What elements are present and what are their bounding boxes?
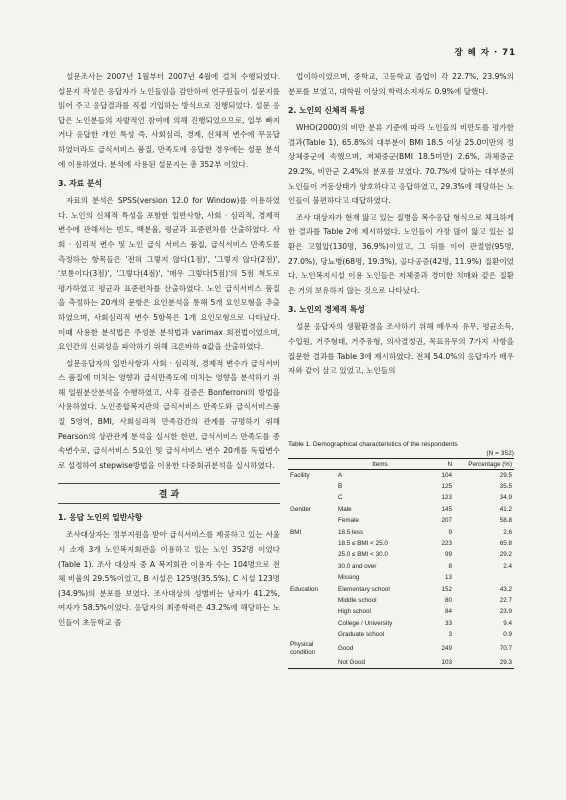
cell-n: 123 [441,494,452,502]
cell-percentage: 2.6 [503,528,512,536]
header-category [288,459,336,470]
cell-percentage: 35.5 [499,483,512,491]
cell-category [288,657,336,669]
table-row [288,641,514,657]
paragraph: 설문 응답자의 생활환경을 조사하기 위해 배우자 유무, 평균소득, 수입원, 거주형태, 거주유형, 의사결정권, 목표유무의 7가지 사항을 질문한 결과를 Table 3에 제시하였다. 전체 54.0%의 응답자가 배우자와 같이 살고 있었고, 노인들의 [288,322,514,376]
cell-percentage [454,573,514,584]
cell-item: A [338,471,343,479]
table-caption-title: Table 1. Demographical characteristics of the respondents [288,441,458,448]
table-row [288,584,514,595]
cell-category [288,595,336,606]
table-row [288,538,514,549]
table-row [288,595,514,606]
right-column [288,70,514,381]
cell-item: Graduate school [338,631,385,639]
cell-item: 18.5 less [338,528,364,536]
cell-percentage: 65.8 [499,540,512,548]
section-heading: 3. 노인의 경제적 특성 [288,305,365,315]
cell-n: 207 [441,517,452,525]
cell-n: 8 [448,562,452,570]
cell-percentage: 29.2 [499,551,512,559]
cell-category: Facility [290,471,310,479]
cell-category [288,481,336,492]
cell-percentage: 34.9 [499,494,512,502]
cell-item: Missing [338,574,360,582]
table-1 [288,440,514,669]
cell-category [288,607,336,618]
table-caption [288,440,514,458]
cell-category [288,573,336,584]
table-row [288,470,514,482]
running-head: 장 혜 자 · 71 [454,48,516,58]
cell-n: 80 [444,596,452,604]
cell-item: 30.0 and over [338,562,377,570]
results-section-title: 결 과 [58,483,280,504]
cell-category [288,550,336,561]
table-row [288,493,514,504]
left-column [58,70,280,633]
section-heading: 1. 응답 노인의 일반사항 [58,513,143,523]
cell-n: 249 [441,644,452,652]
header-percentage: Percentage (%) [468,460,512,468]
table-row [288,573,514,584]
cell-percentage: 2.4 [503,562,512,570]
cell-category: Education [290,585,319,593]
paragraph: 조사 대상자가 현재 앓고 있는 질병을 복수응답 형식으로 체크하게 한 결과를 Table 2에 제시하였다. 노인들이 가장 많이 앓고 있는 질환은 고혈압(130명, 36.9%)이었고, 그 뒤를 이어 관절염(95명, 27.0%), 당뇨병(68명, 19.3%), 골다공증(42명, 11.9%) 질환이었다. 노인복지시설 이용 노인들은 저체중과 경미한 치매와 같은 질환은 거의 보유하지 않는 것으로 나타났다. [288,212,514,295]
section-heading: 3. 자료 분석 [58,179,102,189]
cell-category [288,618,336,629]
cell-n: 3 [448,631,452,639]
cell-percentage: 23.9 [499,608,512,616]
cell-category [288,629,336,640]
cell-item: College / University [338,619,393,627]
cell-n: 84 [444,608,452,616]
table-sample-size: (N = 352) [486,450,514,457]
cell-percentage: 41.2 [499,505,512,513]
cell-item: Female [338,517,359,525]
cell-item: 18.5 ≤ BMI < 25.0 [338,540,388,548]
paragraph: 설문조사는 2007년 1월부터 2007년 4월에 걸쳐 수행되었다. 설문지 작성은 응답자가 노인들임을 감안하여 연구원들이 설문지를 읽어 주고 응답결과를 직접 기입하는 방식으로 진행되었다. 설문 응답은 노인분들의 자발적인 참여에 의해 진행되었으므로, 일부 빠지거나 응답한 개인 특성 즉, 사회심리, 경제, 신체적 변수에 무응답 하였더라도 급식서비스 품질, 만족도에 응답한 경우에는 설문 분석에 이용하였다. 분석에 사용된 설문지는 총 352부 이었다. [58,72,280,169]
cell-n: 99 [444,551,452,559]
header-items: Items [372,460,388,468]
cell-category [288,493,336,504]
cell-category: Gender [290,505,312,513]
cell-n: 9 [448,528,452,536]
cell-n: 33 [444,619,452,627]
cell-item: Good [338,644,354,652]
header-n: N [447,460,452,468]
cell-category [288,561,336,572]
cell-n: 145 [441,505,452,513]
cell-category: Physical condition [290,640,316,656]
cell-percentage: 22.7 [499,596,512,604]
cell-percentage: 9.4 [503,619,512,627]
cell-item: B [338,483,343,491]
table-row [288,481,514,492]
table-row [288,629,514,640]
cell-item: 25.0 ≤ BMI < 30.0 [338,551,388,559]
cell-n: 103 [424,657,454,669]
paragraph: WHO(2000)의 비만 분류 기준에 따라 노인들의 비만도를 평가한 결과(Table 1), 65.8%의 대부분이 BMI 18.5 이상 25.0미만의 정상체중군에 속했으며, 저체중군(BMI 18.5미만) 2.6%, 과체중군 29.2%, 비만군 2.4%의 분포를 보였다. 70.7%에 달하는 대부분의 노인들이 거동상태가 양호하다고 응답하였고, 29.3%에 해당하는 노인들이 불편하다고 대답하였다. [288,123,514,206]
table-row [288,618,514,629]
cell-n: 104 [441,471,452,479]
cell-n: 223 [441,540,452,548]
cell-percentage: 43.2 [499,585,512,593]
cell-item: C [338,494,343,502]
cell-percentage: 58.8 [499,517,512,525]
cell-item: Not Good [336,657,424,669]
table-row [288,561,514,572]
table-row [288,504,514,515]
cell-item: Elementary school [338,585,390,593]
paragraph: 조사대상자는 정부지원을 받아 급식서비스를 제공하고 있는 서울시 소재 3개 노인복지회관을 이용하고 있는 노인 352명 이었다(Table 1). 조사 대상자 중 A 복지회관 이용자 수는 104명으로 전체 비율의 29.5%이었고, B 시설은 125명(35.5%), C 시설 123명(34.9%)의 분포를 보였다. 조사대상의 성별비는 남자가 41.2%, 여자가 58.5%이었다. 응답자의 최종학력은 43.2%에 해당하는 노인들이 초등학교 졸 [58,530,280,627]
cell-item: Middle school [338,596,377,604]
table-row [288,550,514,561]
cell-category: BMI [290,528,302,536]
cell-category [288,516,336,527]
cell-n: 125 [441,483,452,491]
table-row [288,657,514,669]
cell-category [288,538,336,549]
cell-item: Male [338,505,352,513]
cell-n: 152 [441,585,452,593]
cell-percentage: 70.7 [499,644,512,652]
cell-n: 13 [444,574,452,582]
paragraph: 업이하이었으며, 중학교, 고등학교 졸업이 각 22.7%, 23.9%의 분포를 보였고, 대학원 이상의 학력소지자도 0.9%에 달했다. [288,72,514,96]
cell-percentage: 29.3 [454,657,514,669]
table-body [288,470,514,669]
section-heading: 2. 노인의 신체적 특성 [288,106,365,116]
table-row [288,516,514,527]
cell-percentage: 29.5 [499,471,512,479]
demographics-table [288,458,514,669]
table-row [288,527,514,538]
paragraph: 설문응답자의 일반사항과 사회 · 심리적, 경제적 변수가 급식서비스 품질에 미치는 영향과 급식만족도에 미치는 영향을 분석하기 위해 일원분산분석을 수행하였고, 사후 검증은 Bonferroni의 방법을 사용하였다. 노인종합복지관의 급식서비스 만족도와 급식서비스품질 5영역, BMI, 사회심리적 만족감간의 관계를 규명하기 위해 Pearson의 상관관계 분석을 실시한 한편, 급식서비스 만족도를 종속변수로, 급식서비스 5요인 및 급식서비스 변수 20개를 독립변수로 설정하여 stepwise방법을 이용한 다중회귀분석을 실시하였다. [58,358,280,470]
table-row [288,607,514,618]
table-header-row [288,459,514,470]
cell-item: High school [338,608,371,616]
cell-percentage: 0.9 [503,631,512,639]
paragraph: 자료의 분석은 SPSS(version 12.0 for Window)를 이용하였다. 노인의 신체적 특성을 포함한 일반사항, 사회 · 심리적, 경제적 변수에 관해서는 빈도, 백분율, 평균과 표준편차를 산출하였다. 사회 · 심리적 변수 및 노인 급식 서비스 품질, 급식서비스 만족도를 측정하는 항목들은 '전혀 그렇지 않다(1점)', '그렇지 않다(2점)', '보통이다(3점)', '그렇다(4점)', '매우 그렇다(5점)'의 5점 척도로 평가하였고 평균과 표준편차를 산출하였다. 노인 급식서비스 품질을 측정하는 20개의 문항은 요인분석을 통해 5개 요인모형을 추출하였으며, 사회심리적 변수 5항목은 1개 요인모형으로 나타났다. 이때 사용한 분석법은 주성분 분석법과 varimax 회전법이었으며, 요인간의 신뢰성을 파악하기 위해 크론바하 α값을 산출하였다. [58,196,280,352]
